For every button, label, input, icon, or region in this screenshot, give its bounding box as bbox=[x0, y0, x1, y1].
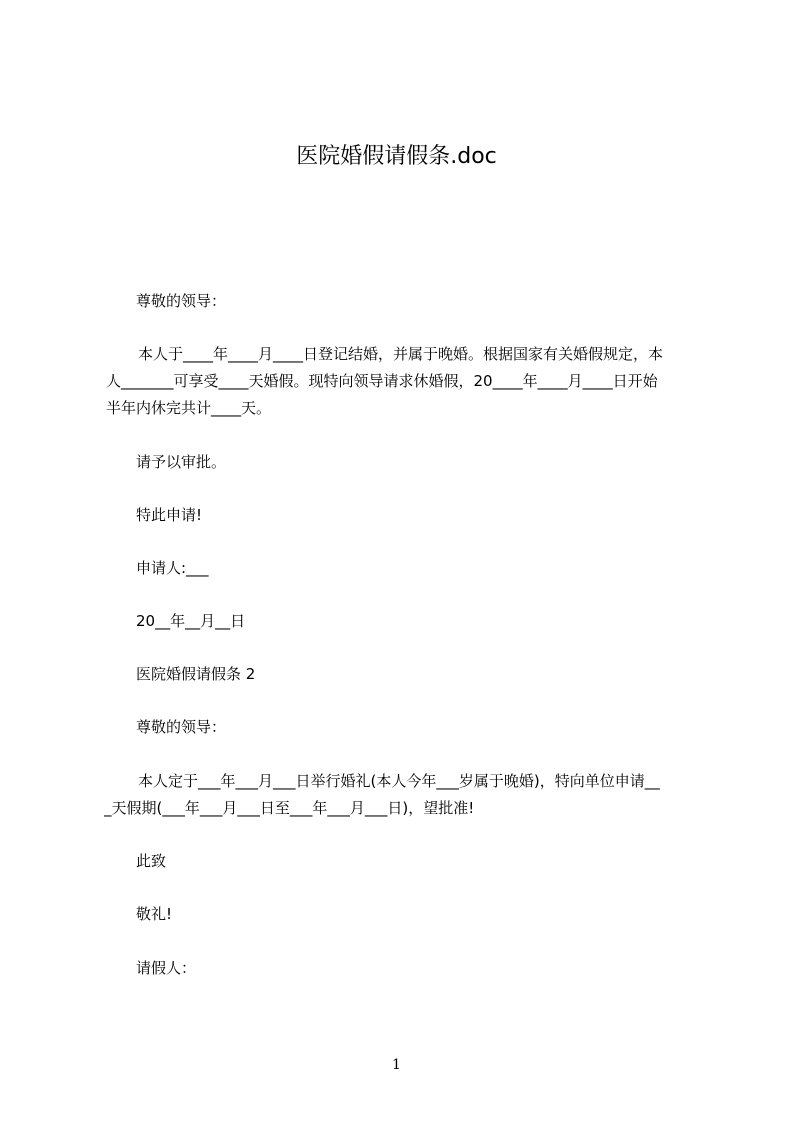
date-line: 20__年__月__日 bbox=[136, 612, 246, 630]
closing-text: 特此申请! bbox=[136, 506, 203, 524]
body2-line-1: 本人定于___年___月___日举行婚礼(本人今年___岁属于晚婚)，特向单位申请__ bbox=[138, 772, 660, 790]
request-text: 请予以审批。 bbox=[136, 453, 227, 471]
closing-line-1: 此致 bbox=[136, 852, 167, 870]
body-line-2: 人_______可享受____天婚假。现特向领导请求休婚假，20____年____月____日开始 bbox=[106, 372, 658, 390]
page-number: 1 bbox=[392, 1057, 401, 1073]
section-heading: 医院婚假请假条 2 bbox=[136, 665, 256, 683]
body-line-1: 本人于____年____月____日登记结婚，并属于晚婚。根据国家有关婚假规定，本 bbox=[138, 345, 664, 363]
applicant-line-2: 请假人： bbox=[136, 959, 197, 977]
salutation-2: 尊敬的领导： bbox=[136, 718, 227, 736]
document-title: 医院婚假请假条.doc bbox=[296, 144, 497, 169]
applicant-line: 申请人:___ bbox=[136, 559, 209, 577]
body2-line-2: _天假期(___年___月___日至___年___月___日)，望批准! bbox=[104, 799, 475, 817]
salutation: 尊敬的领导： bbox=[136, 292, 227, 310]
closing-line-2: 敬礼! bbox=[136, 905, 173, 923]
body-line-3: 半年内休完共计____天。 bbox=[106, 399, 272, 417]
